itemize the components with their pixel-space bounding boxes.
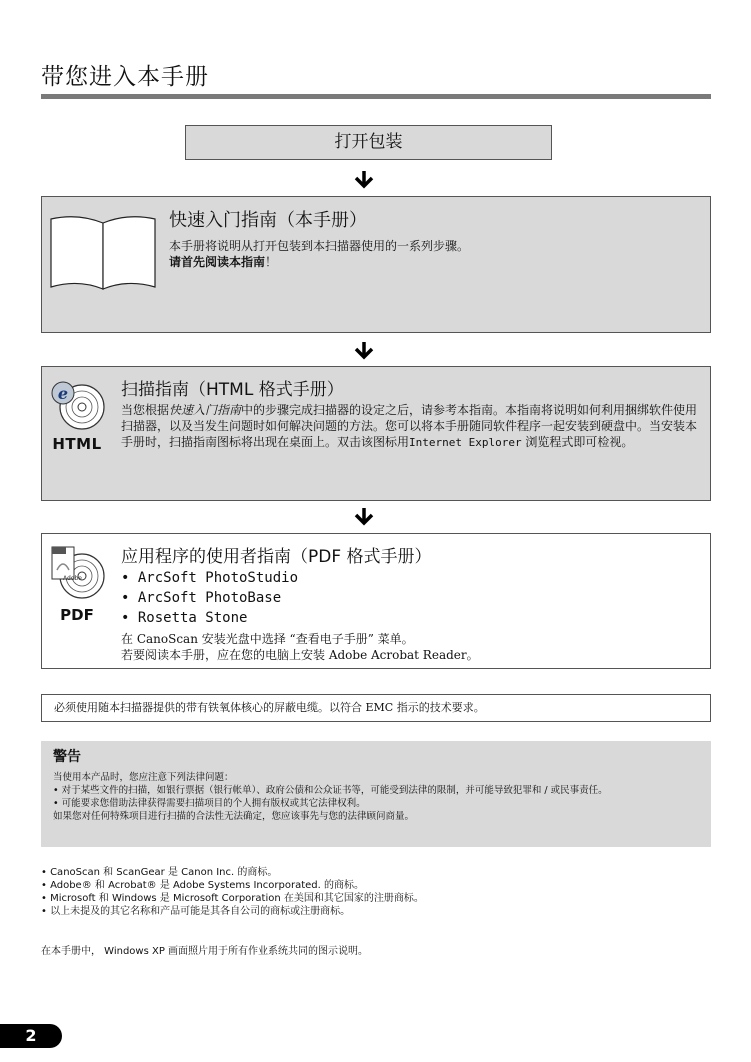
quick-guide-bold: 请首先阅读本指南 — [169, 255, 266, 269]
warning-outro: 如果您对任何特殊项目进行扫描的合法性无法确定，您应该事先与您的法律顾问商量。 — [53, 811, 415, 822]
quick-guide-title: 快速入门指南（本手册） — [169, 210, 367, 231]
trademark-list — [41, 866, 711, 918]
html-icon-label: HTML — [52, 435, 102, 453]
title-rule — [41, 94, 711, 99]
warning-intro: 当使用本产品时，您应注意下列法律问题： — [53, 772, 234, 783]
footer-note: 在本手册中， Windows XP 画面照片用于所有作业系统共同的图示说明。 — [41, 946, 369, 957]
quick-guide-excl: ！ — [265, 255, 278, 269]
open-book-icon — [48, 209, 158, 291]
warning-item: • 可能要求您借助法律获得需要扫描项目的个人拥有版权或其它法律权利。 — [53, 798, 366, 809]
quick-guide-line2 — [169, 254, 469, 270]
warning-title: 警告 — [53, 749, 81, 765]
scanning-guide-text — [121, 402, 705, 451]
bullet-item: • ArcSoft PhotoBase — [121, 590, 282, 606]
page-number: 2 — [0, 1024, 62, 1048]
arrow-down-icon — [354, 342, 374, 360]
quick-guide-text — [169, 238, 469, 270]
bullet-text: ArcSoft PhotoBase — [137, 590, 282, 606]
trademark-item: • Adobe® 和 Acrobat® 是 Adobe Systems Incorporated. 的商标。 — [41, 880, 364, 891]
trademark-item: • 以上未提及的其它名称和产品可能是其各自公司的商标或注册商标。 — [41, 906, 351, 917]
arrow-down-icon — [354, 508, 374, 526]
warning-item: • 对于某些文件的扫描，如银行票据（银行帐单）、政府公债和公众证书等，可能受到法律的限制，并可能导致犯罪和 / 或民事责任。 — [53, 785, 608, 796]
bullet-item: • Rosetta Stone — [121, 610, 248, 626]
app-guide-title: 应用程序的使用者指南（PDF 格式手册） — [121, 547, 432, 567]
bullet-item: • ArcSoft PhotoStudio — [121, 570, 299, 586]
sg-text-post: 中的步骤完成扫描器的设定之后，请参考本指南。本指南将说明如何利用捆绑软件使用扫描器，以及当发生问题时如何解决问题的方法。您可以将本手册随同软件程序一起安装到硬盘中。当安装本手册时，扫描指南图标将出现在桌面上。双击该图标用 — [121, 403, 698, 449]
trademark-item: • Microsoft 和 Windows 是 Microsoft Corporation 在美国和其它国家的注册商标。 — [41, 893, 424, 904]
sg-text-pre: 当您根据 — [121, 403, 170, 417]
open-package-box: 打开包装 — [185, 125, 552, 160]
pdf-icon-label: PDF — [60, 606, 94, 624]
scanning-guide-title: 扫描指南（HTML 格式手册） — [121, 380, 344, 400]
app-guide-bullets — [121, 568, 298, 628]
pdf-cd-icon — [48, 544, 108, 602]
html-cd-icon — [48, 375, 108, 433]
app-guide-line1: 在 CanoScan 安装光盘中选择 “查看电子手册” 菜单。 — [121, 632, 414, 646]
svg-text:e: e — [57, 384, 69, 403]
warning-box — [41, 741, 711, 847]
app-guide-box — [41, 533, 711, 669]
app-guide-line2: 若要阅读本手册，应在您的电脑上安装 Adobe Acrobat Reader。 — [121, 648, 479, 662]
page-title: 带您进入本手册 — [41, 64, 209, 90]
bullet-text: Rosetta Stone — [137, 610, 248, 626]
arrow-down-icon — [354, 171, 374, 189]
bullet-text: ArcSoft PhotoStudio — [137, 570, 299, 586]
scanning-guide-box — [41, 366, 711, 501]
adobe-small-label: Adobe — [63, 575, 82, 582]
sg-text-ie: Internet Explorer — [409, 436, 522, 449]
emc-notice: 必须使用随本扫描器提供的带有铁氧体核心的屏蔽电缆。以符合 EMC 指示的技术要求。 — [41, 694, 711, 722]
sg-text-tail: 浏览程式即可检视。 — [521, 435, 634, 449]
trademark-item: • CanoScan 和 ScanGear 是 Canon Inc. 的商标。 — [41, 867, 278, 878]
app-guide-text — [121, 631, 479, 663]
sg-text-italic: 快速入门指南 — [169, 403, 242, 417]
quick-guide-line1: 本手册将说明从打开包装到本扫描器使用的一系列步骤。 — [169, 239, 470, 253]
quick-guide-box — [41, 196, 711, 333]
